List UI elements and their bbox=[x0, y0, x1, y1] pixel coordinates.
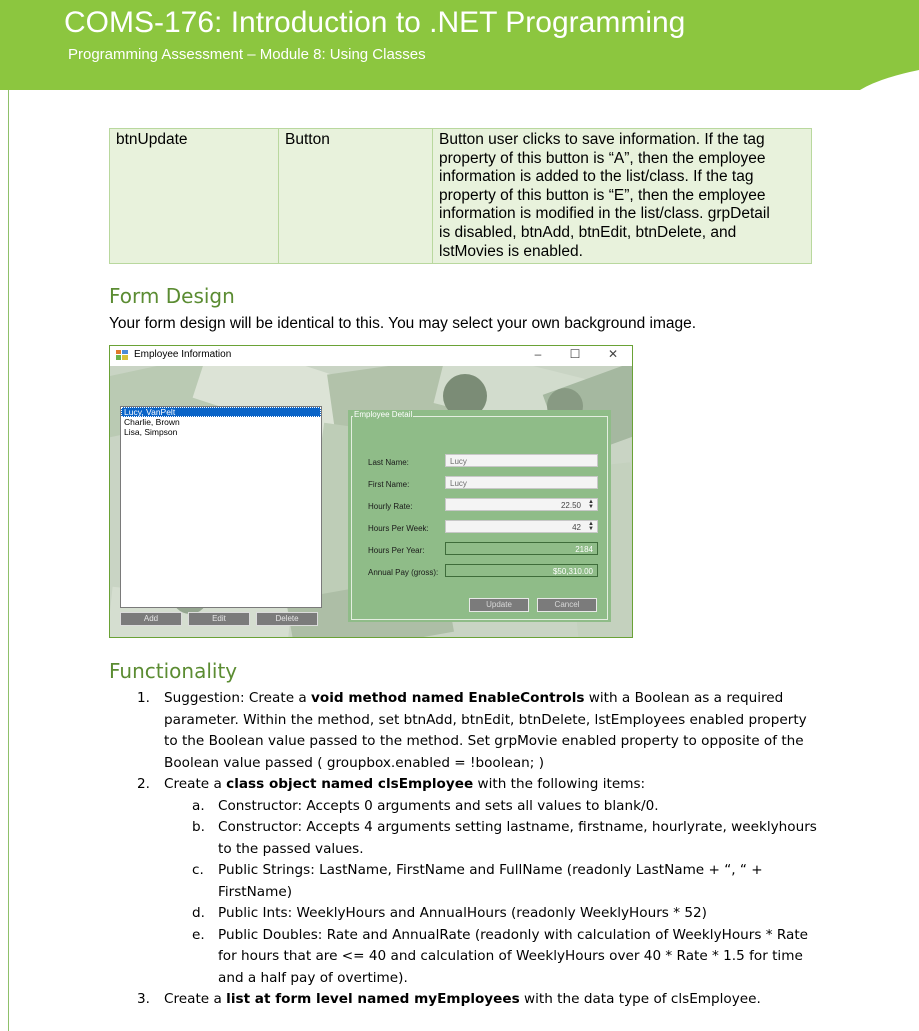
list-item[interactable]: Lucy, VanPelt bbox=[121, 407, 321, 417]
sub-list-letter: d. bbox=[192, 905, 205, 921]
list-item-text: Boolean value passed ( groupbox.enabled = !boolean; ) bbox=[164, 754, 544, 771]
bold-text: list at form level named myEmployees bbox=[226, 991, 520, 1007]
group-border bbox=[351, 416, 608, 620]
hourly-rate-stepper[interactable] bbox=[445, 498, 598, 511]
sub-list-letter: c. bbox=[192, 862, 204, 878]
employee-listbox[interactable] bbox=[120, 406, 322, 608]
sub-list-text: Public Ints: WeeklyHours and AnnualHours (readonly WeeklyHours * 52) bbox=[218, 905, 707, 921]
window-titlebar bbox=[110, 346, 632, 366]
sub-list-text: Public Strings: LastName, FirstName and FullName (readonly LastName + “, “ + bbox=[218, 862, 763, 878]
control-description-cell bbox=[433, 129, 812, 264]
hourly-rate-label: Hourly Rate: bbox=[368, 502, 413, 511]
sub-list-letter: a. bbox=[192, 797, 205, 814]
close-icon[interactable]: ✕ bbox=[607, 347, 619, 361]
cancel-button[interactable]: Cancel bbox=[537, 598, 597, 612]
sub-list-text: for hours that are <= 40 and calculation of WeeklyHours over 40 * Rate * 1.5 for time bbox=[218, 948, 803, 964]
form-design-text: Your form design will be identical to this. You may select your own background image. bbox=[109, 315, 697, 332]
minimize-icon[interactable]: – bbox=[534, 347, 542, 361]
page-margin-rule bbox=[8, 90, 9, 1031]
text-span: Create a bbox=[164, 776, 227, 792]
sub-list-text: Constructor: Accepts 4 arguments setting lastname, firstname, hourlyrate, weeklyhours bbox=[218, 819, 817, 835]
annual-pay-output: $50,310.00 bbox=[445, 564, 598, 577]
update-button[interactable]: Update bbox=[469, 598, 529, 612]
sub-list-letter: b. bbox=[192, 819, 205, 835]
table-row bbox=[110, 129, 812, 264]
list-number: 1. bbox=[137, 690, 150, 706]
first-name-label: First Name: bbox=[368, 480, 410, 489]
control-type-cell: Button bbox=[279, 129, 433, 264]
list-number: 3. bbox=[137, 991, 150, 1007]
edit-button[interactable]: Edit bbox=[188, 612, 250, 626]
list-item-text: to the Boolean value passed to the method. Set grpMovie enabled property to opposite of the bbox=[164, 733, 804, 749]
maximize-icon[interactable]: ☐ bbox=[569, 347, 581, 361]
form-screenshot bbox=[109, 345, 633, 638]
sub-list-letter: e. bbox=[192, 926, 205, 943]
delete-button[interactable]: Delete bbox=[256, 612, 318, 626]
form-design-heading: Form Design bbox=[109, 284, 235, 308]
course-subtitle: Programming Assessment – Module 8: Using Classes bbox=[68, 46, 426, 63]
hours-year-output: 2184 bbox=[445, 542, 598, 555]
desc-line: lstMovies is enabled. bbox=[439, 242, 583, 260]
text-span: with the data type of clsEmployee. bbox=[519, 991, 761, 1007]
sub-list-text: FirstName) bbox=[218, 883, 293, 900]
last-name-field[interactable]: Lucy bbox=[445, 454, 598, 467]
sub-list-text: Constructor: Accepts 0 arguments and sets all values to blank/0. bbox=[218, 797, 659, 814]
list-item-text bbox=[164, 774, 645, 796]
spinner-arrows-icon[interactable]: ▲ ▼ bbox=[588, 499, 594, 510]
control-table bbox=[109, 128, 812, 264]
text-span: with the following items: bbox=[473, 776, 646, 792]
text-span: with a Boolean as a required bbox=[584, 690, 784, 706]
desc-line: property of this button is “A”, then the employee bbox=[439, 149, 766, 167]
functionality-heading: Functionality bbox=[109, 659, 238, 683]
list-item[interactable]: Charlie, Brown bbox=[124, 417, 180, 427]
list-item-text bbox=[164, 989, 761, 1011]
employee-detail-group bbox=[348, 410, 611, 622]
desc-line: information is added to the list/class. If the tag bbox=[439, 168, 754, 186]
list-item-text: parameter. Within the method, set btnAdd, btnEdit, btnDelete, lstEmployees enabled property bbox=[164, 711, 807, 728]
hours-week-value: 42 bbox=[572, 523, 581, 532]
sub-list-text: Public Doubles: Rate and AnnualRate (readonly with calculation of WeeklyHours * Rate bbox=[218, 926, 809, 943]
desc-line: is disabled, btnAdd, btnEdit, btnDelete, and bbox=[439, 223, 737, 241]
form-icon bbox=[116, 350, 128, 360]
desc-line: information is modified in the list/class. grpDetail bbox=[439, 205, 770, 223]
bold-text: void method named EnableControls bbox=[311, 690, 585, 706]
desc-line: property of this button is “E”, then the employee bbox=[439, 186, 766, 204]
hours-week-label: Hours Per Week: bbox=[368, 524, 429, 533]
hourly-rate-value: 22.50 bbox=[560, 501, 581, 510]
add-button[interactable]: Add bbox=[120, 612, 182, 626]
desc-line: Button user clicks to save information. If the tag bbox=[439, 131, 765, 148]
annual-pay-label: Annual Pay (gross): bbox=[368, 568, 439, 577]
spinner-arrows-icon[interactable]: ▲ ▼ bbox=[588, 521, 594, 532]
course-title: COMS-176: Introduction to .NET Programming bbox=[64, 6, 686, 39]
text-span: Create a bbox=[164, 991, 227, 1007]
last-name-label: Last Name: bbox=[368, 458, 409, 467]
window-title: Employee Information bbox=[134, 349, 232, 360]
sub-list-text: to the passed values. bbox=[218, 840, 364, 857]
group-title: Employee Detail bbox=[354, 410, 413, 419]
control-name-cell: btnUpdate bbox=[110, 129, 279, 264]
text-span: Suggestion: Create a bbox=[164, 690, 312, 706]
bold-text: class object named clsEmployee bbox=[226, 776, 474, 792]
hours-week-stepper[interactable] bbox=[445, 520, 598, 533]
list-item-text bbox=[164, 688, 783, 710]
hours-year-label: Hours Per Year: bbox=[368, 546, 425, 555]
list-item[interactable]: Lisa, Simpson bbox=[124, 427, 178, 437]
list-number: 2. bbox=[137, 776, 150, 792]
first-name-field[interactable]: Lucy bbox=[445, 476, 598, 489]
sub-list-text: and a half pay of overtime). bbox=[218, 969, 408, 986]
